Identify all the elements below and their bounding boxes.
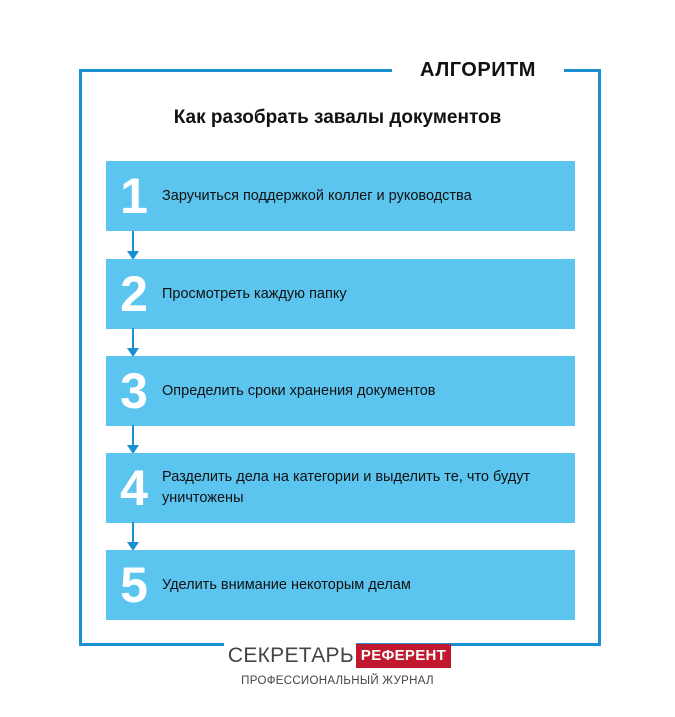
step-text: Разделить дела на категории и выделить те, что будут уничтожены — [162, 469, 531, 506]
step-3 — [106, 356, 575, 426]
step-number: 5 — [120, 557, 148, 613]
logo-main-text: СЕКРЕТАРЬ — [224, 643, 356, 669]
step-4 — [106, 453, 575, 523]
publisher-logo — [0, 641, 675, 671]
step-number: 4 — [120, 460, 148, 516]
step-text: Определить сроки хранения документов — [162, 382, 436, 399]
logo-subtitle: ПРОФЕССИОНАЛЬНЫЙ ЖУРНАЛ — [241, 675, 434, 687]
step-5 — [106, 550, 575, 620]
step-number: 1 — [120, 168, 148, 224]
frame-label: АЛГОРИТМ — [420, 59, 536, 81]
step-text: Заручиться поддержкой коллег и руководства — [162, 187, 472, 204]
arrow-down-icon — [127, 522, 139, 552]
step-number: 2 — [120, 266, 148, 322]
step-2 — [106, 259, 575, 329]
arrow-down-icon — [127, 231, 139, 261]
step-1 — [106, 161, 575, 231]
diagram-title: Как разобрать завалы документов — [173, 107, 502, 128]
step-text: Просмотреть каждую папку — [162, 285, 347, 302]
arrow-down-icon — [127, 328, 139, 358]
logo-box-text: РЕФЕРЕНТ — [356, 644, 451, 668]
arrow-down-icon — [127, 425, 139, 455]
step-text: Уделить внимание некоторым делам — [162, 576, 411, 593]
step-number: 3 — [120, 363, 148, 419]
